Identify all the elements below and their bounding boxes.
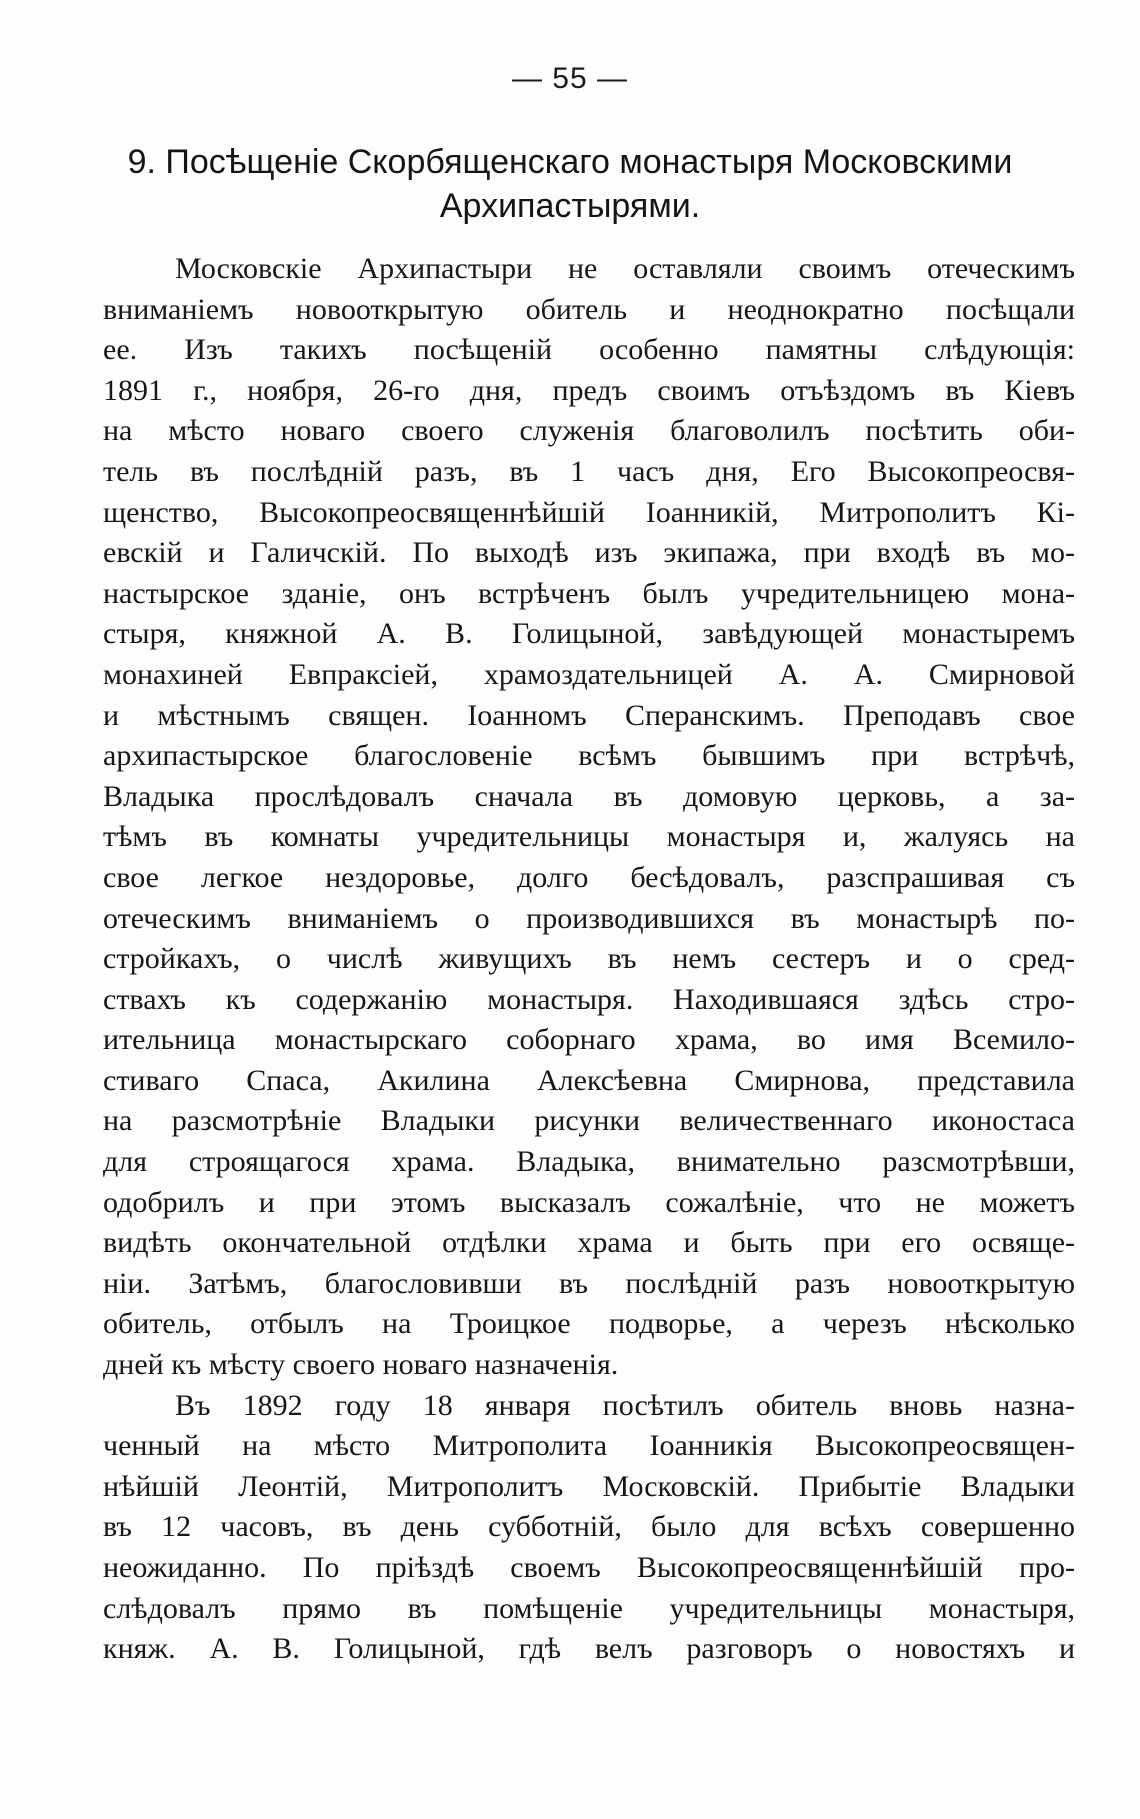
paragraph-2-line: нѣйшій Леонтій, Митрополитъ Московскій. Прибытіе Владыки (103, 1469, 1075, 1503)
paragraph-1-line: ніи. Затѣмъ, благословивши въ послѣдній разъ новооткрытую (103, 1266, 1075, 1300)
paragraph-1-line: обитель, отбылъ на Троицкое подворье, а черезъ нѣсколько (103, 1307, 1075, 1341)
paragraph-1-line: на мѣсто новаго своего служенія благоволилъ посѣтить оби- (103, 414, 1075, 448)
paragraph-1-line: Владыка прослѣдовалъ сначала въ домовую церковь, а за- (103, 779, 1075, 813)
paragraph-1-line: ствахъ къ содержанію монастыря. Находившаяся здѣсь стро- (103, 982, 1075, 1016)
paragraph-1-line: евскій и Галичскій. По выходѣ изъ экипажа, при входѣ въ мо- (103, 536, 1075, 570)
paragraph-1-line: одобрилъ и при этомъ высказалъ сожалѣніе, что не можетъ (103, 1185, 1075, 1219)
paragraph-1-line: Московскіе Архипастыри не оставляли своимъ отеческимъ (175, 252, 1075, 285)
paragraph-1-line: свое легкое нездоровье, долго бесѣдовалъ, разспрашивая съ (103, 860, 1075, 894)
paragraph-2-line: слѣдовалъ прямо въ помѣщеніе учредительницы монастыря, (103, 1591, 1075, 1625)
paragraph-1-line: и мѣстнымъ священ. Іоанномъ Сперанскимъ. Преподавъ свое (103, 698, 1075, 732)
paragraph-1-line: тель въ послѣдній разъ, въ 1 часъ дня, Его Высокопреосвя- (103, 454, 1075, 488)
paragraph-1-line: щенство, Высокопреосвященнѣйшій Іоанникій, Митрополитъ Кі- (103, 495, 1075, 529)
page-number: — 55 — (511, 62, 629, 95)
paragraph-1-line: архипастырское благословеніе всѣмъ бывшимъ при встрѣчѣ, (103, 739, 1075, 773)
paragraph-1-line: 1891 г., ноября, 26-го дня, предъ своимъ отъѣздомъ въ Кіевъ (103, 373, 1075, 407)
paragraph-1-line: стиваго Спаса, Акилина Алексѣевна Смирнова, представила (103, 1063, 1075, 1097)
paragraph-1-line: для строящагося храма. Владыка, внимательно разсмотрѣвши, (103, 1145, 1075, 1179)
paragraph-1-line: отеческимъ вниманіемъ о производившихся въ монастырѣ по- (103, 901, 1075, 935)
heading-line: 9. Посѣщеніе Скорбященскаго монастыря Московскими (127, 143, 1013, 181)
paragraph-1-line: ительница монастырскаго соборнаго храма, во имя Всемило- (103, 1023, 1075, 1057)
paragraph-2-line: въ 12 часовъ, въ день субботній, было для всѣхъ совершенно (103, 1510, 1075, 1544)
paragraph-2-line: ченный на мѣсто Митрополита Іоанникія Высокопреосвящен- (103, 1429, 1075, 1463)
paragraph-1-line: тѣмъ въ комнаты учредительницы монастыря и, жалуясь на (103, 820, 1075, 854)
paragraph-1-line: видѣть окончательной отдѣлки храма и быть при его освяще- (103, 1226, 1075, 1260)
paragraph-1-line: на разсмотрѣніе Владыки рисунки величественнаго иконостаса (103, 1104, 1075, 1138)
section-heading (100, 140, 1040, 228)
paragraph-1-line: вниманіемъ новооткрытую обитель и неоднократно посѣщали (103, 292, 1075, 326)
paragraph-2-line: Въ 1892 году 18 января посѣтилъ обитель вновь назна- (175, 1388, 1075, 1422)
paragraph-1-line: дней къ мѣсту своего новаго назначенія. (103, 1348, 619, 1382)
paragraph-1-line: стыря, княжной А. В. Голицыной, завѣдующей монастыремъ (103, 617, 1075, 651)
paragraph-2-line: неожиданно. По пріѣздѣ своемъ Высокопреосвященнѣйшій про- (103, 1551, 1075, 1584)
heading-line: Архипастырями. (439, 187, 701, 225)
paragraph-1-line: ее. Изъ такихъ посѣщеній особенно памятны слѣдующія: (103, 333, 1075, 367)
paragraph-1-line: монахиней Евпраксіей, храмоздательницей А. А. Смирновой (103, 657, 1075, 691)
paragraph-2-line: княж. А. В. Голицыной, гдѣ велъ разговоръ о новостяхъ и (103, 1632, 1075, 1666)
paragraph-1-line: настырское зданіе, онъ встрѣченъ былъ учредительницею мона- (103, 576, 1075, 610)
paragraph-1-line: стройкахъ, о числѣ живущихъ въ немъ сестеръ и о сред- (103, 942, 1075, 976)
body-text (103, 249, 1075, 1670)
